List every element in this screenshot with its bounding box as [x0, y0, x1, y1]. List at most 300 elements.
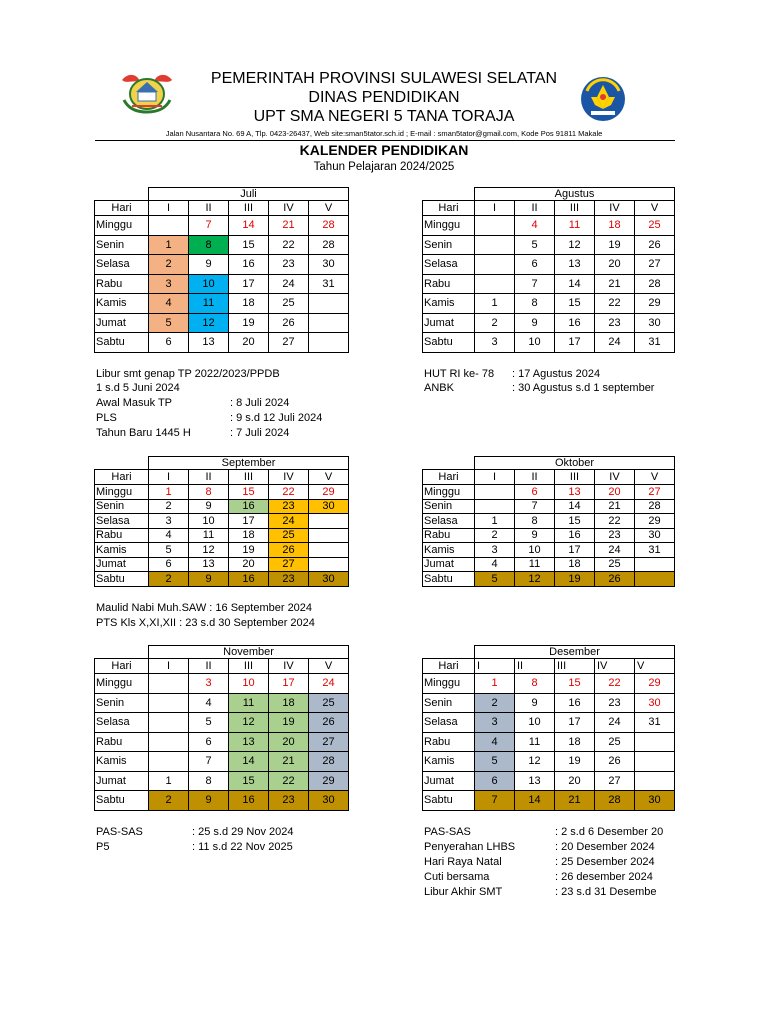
date-cell: 26: [269, 543, 309, 558]
week-label: III: [229, 659, 269, 674]
date-cell: 23: [269, 791, 309, 811]
date-cell: 22: [595, 674, 635, 694]
date-cell: 24: [269, 274, 309, 294]
date-cell: 10: [189, 514, 229, 529]
date-cell: 26: [269, 313, 309, 333]
date-cell: 29: [635, 674, 675, 694]
date-cell: 16: [555, 693, 595, 713]
date-cell: 15: [555, 514, 595, 529]
day-name: Jumat: [95, 771, 149, 791]
date-cell: 12: [515, 572, 555, 587]
date-cell: 20: [595, 485, 635, 500]
week-label: V: [309, 659, 349, 674]
week-label: IV: [269, 659, 309, 674]
week-label: II: [189, 659, 229, 674]
day-name: Jumat: [95, 557, 149, 572]
date-cell: 14: [229, 752, 269, 772]
date-cell: [635, 771, 675, 791]
day-name: Kamis: [423, 294, 475, 314]
date-cell: [475, 255, 515, 275]
date-cell: 15: [555, 294, 595, 314]
calendar-juli: [94, 187, 349, 353]
date-cell: 14: [555, 274, 595, 294]
month-title: Oktober: [475, 457, 675, 470]
date-cell: 14: [229, 216, 269, 236]
date-cell: [149, 693, 189, 713]
date-cell: 13: [229, 732, 269, 752]
date-cell: [635, 732, 675, 752]
date-cell: 8: [189, 771, 229, 791]
date-cell: 18: [555, 732, 595, 752]
week-label: V: [309, 201, 349, 216]
date-cell: [149, 713, 189, 733]
note-anbk-value: : 30 Agustus s.d 1 september: [512, 382, 655, 394]
week-label: IV: [269, 201, 309, 216]
date-cell: 28: [635, 499, 675, 514]
date-cell: 10: [515, 333, 555, 353]
month-title: November: [149, 646, 349, 659]
date-cell: [635, 752, 675, 772]
date-cell: 21: [269, 752, 309, 772]
date-cell: 18: [229, 528, 269, 543]
date-cell: 13: [189, 333, 229, 353]
day-name: Selasa: [95, 514, 149, 529]
day-name: Sabtu: [95, 333, 149, 353]
date-cell: 27: [309, 732, 349, 752]
note-natal-value: : 25 Desember 2024: [555, 856, 655, 868]
page-subtitle: Tahun Pelajaran 2024/2025: [313, 161, 455, 173]
note-anbk-label: ANBK: [424, 382, 454, 394]
date-cell: 4: [149, 528, 189, 543]
day-name: Minggu: [95, 674, 149, 694]
date-cell: 16: [229, 572, 269, 587]
date-cell: 16: [229, 255, 269, 275]
date-cell: 5: [475, 752, 515, 772]
date-cell: 10: [189, 274, 229, 294]
date-cell: 12: [189, 313, 229, 333]
day-name: Sabtu: [95, 572, 149, 587]
header-line-department: DINAS PENDIDIKAN: [308, 89, 460, 106]
date-cell: 8: [189, 485, 229, 500]
date-cell: 5: [189, 713, 229, 733]
date-cell: 12: [515, 752, 555, 772]
date-cell: 31: [635, 713, 675, 733]
date-cell: 27: [269, 333, 309, 353]
date-cell: 23: [269, 499, 309, 514]
date-cell: 20: [595, 255, 635, 275]
date-cell: 23: [595, 693, 635, 713]
date-cell: 3: [149, 514, 189, 529]
date-cell: 25: [309, 693, 349, 713]
note-awal-masuk-value: : 8 Juli 2024: [230, 397, 290, 409]
note-libur-akhir-label: Libur Akhir SMT: [424, 886, 503, 898]
calendar-oktober: [422, 456, 675, 587]
note-pas-sas-value: : 25 s.d 29 Nov 2024: [192, 826, 294, 838]
date-cell: 7: [515, 274, 555, 294]
date-cell: 5: [515, 235, 555, 255]
day-name: Rabu: [95, 732, 149, 752]
week-label: I: [149, 659, 189, 674]
date-cell: 31: [635, 333, 675, 353]
date-cell: 14: [515, 791, 555, 811]
hari-header: Hari: [95, 470, 149, 485]
calendar-september: [94, 456, 349, 587]
day-name: Rabu: [95, 528, 149, 543]
date-cell: 19: [595, 235, 635, 255]
date-cell: 15: [229, 771, 269, 791]
day-name: Minggu: [95, 216, 149, 236]
note-hut-ri-label: HUT RI ke- 78: [424, 368, 495, 380]
header-address: Jalan Nusantara No. 69 A, Tlp. 0423-26437, Web site:sman5tator.sch.id ; E-mail : sman5tator@gmail.com, Kode Pos 91811 Makale: [165, 129, 603, 138]
date-cell: 17: [269, 674, 309, 694]
day-name: Jumat: [423, 771, 475, 791]
day-name: Minggu: [95, 485, 149, 500]
week-label: III: [555, 470, 595, 485]
date-cell: 1: [149, 771, 189, 791]
day-name: Rabu: [95, 274, 149, 294]
day-name: Sabtu: [423, 572, 475, 587]
day-name: Selasa: [423, 255, 475, 275]
date-cell: 9: [515, 313, 555, 333]
date-cell: 3: [149, 274, 189, 294]
date-cell: 23: [595, 528, 635, 543]
note-p5-value: : 11 s.d 22 Nov 2025: [192, 841, 293, 853]
date-cell: 30: [309, 499, 349, 514]
note-libur-akhir-value: : 23 s.d 31 Desembe: [555, 886, 657, 898]
date-cell: 15: [229, 235, 269, 255]
note-natal-label: Hari Raya Natal: [424, 856, 502, 868]
date-cell: 9: [515, 693, 555, 713]
date-cell: 9: [189, 255, 229, 275]
date-cell: 21: [595, 499, 635, 514]
date-cell: 19: [269, 713, 309, 733]
date-cell: 13: [555, 485, 595, 500]
date-cell: 11: [189, 294, 229, 314]
date-cell: 29: [309, 771, 349, 791]
day-name: Kamis: [95, 543, 149, 558]
note-cuti-value: : 26 desember 2024: [555, 871, 653, 883]
date-cell: 22: [269, 771, 309, 791]
note-pas-sas-dec-label: PAS-SAS: [424, 826, 471, 838]
day-name: Senin: [95, 693, 149, 713]
date-cell: 16: [555, 528, 595, 543]
date-cell: [149, 752, 189, 772]
week-label: II: [515, 470, 555, 485]
date-cell: 22: [269, 485, 309, 500]
date-cell: 20: [229, 557, 269, 572]
date-cell: 2: [149, 791, 189, 811]
date-cell: 10: [515, 713, 555, 733]
date-cell: 30: [309, 572, 349, 587]
date-cell: 24: [269, 514, 309, 529]
date-cell: 24: [595, 543, 635, 558]
date-cell: [475, 235, 515, 255]
date-cell: 25: [595, 732, 635, 752]
date-cell: [309, 294, 349, 314]
note-pas-sas-label: PAS-SAS: [96, 826, 143, 838]
date-cell: 25: [269, 528, 309, 543]
date-cell: 17: [555, 713, 595, 733]
month-title: September: [149, 457, 349, 470]
calendar-desember: [422, 645, 675, 811]
header-line-school: UPT SMA NEGERI 5 TANA TORAJA: [253, 108, 515, 125]
date-cell: 2: [475, 528, 515, 543]
date-cell: [475, 499, 515, 514]
date-cell: 7: [515, 499, 555, 514]
date-cell: [309, 557, 349, 572]
date-cell: 17: [555, 543, 595, 558]
date-cell: 2: [149, 255, 189, 275]
date-cell: 25: [635, 216, 675, 236]
date-cell: 30: [635, 791, 675, 811]
date-cell: 20: [555, 771, 595, 791]
date-cell: 28: [635, 274, 675, 294]
date-cell: [309, 543, 349, 558]
date-cell: [309, 528, 349, 543]
date-cell: 4: [149, 294, 189, 314]
note-pls-label: PLS: [96, 412, 117, 424]
date-cell: 27: [269, 557, 309, 572]
day-name: Selasa: [95, 255, 149, 275]
day-name: Kamis: [95, 294, 149, 314]
note-hut-ri-value: : 17 Agustus 2024: [512, 368, 601, 380]
date-cell: 10: [515, 543, 555, 558]
date-cell: 10: [229, 674, 269, 694]
date-cell: 12: [555, 235, 595, 255]
week-label: II: [189, 470, 229, 485]
note-awal-masuk-label: Awal Masuk TP: [96, 397, 173, 409]
day-name: Selasa: [423, 514, 475, 529]
date-cell: 3: [475, 543, 515, 558]
date-cell: 7: [475, 791, 515, 811]
date-cell: 21: [555, 791, 595, 811]
date-cell: 24: [309, 674, 349, 694]
day-name: Jumat: [95, 313, 149, 333]
date-cell: 14: [555, 499, 595, 514]
date-cell: 18: [269, 693, 309, 713]
note-pls-value: : 9 s.d 12 Juli 2024: [230, 412, 323, 424]
date-cell: [149, 216, 189, 236]
day-name: Kamis: [423, 543, 475, 558]
date-cell: 13: [515, 771, 555, 791]
date-cell: 24: [595, 713, 635, 733]
date-cell: 5: [149, 543, 189, 558]
date-cell: 1: [475, 514, 515, 529]
date-cell: 5: [475, 572, 515, 587]
date-cell: 12: [229, 713, 269, 733]
date-cell: 23: [595, 313, 635, 333]
date-cell: 1: [475, 294, 515, 314]
week-label: IV: [595, 659, 635, 674]
week-label: II: [515, 201, 555, 216]
date-cell: [475, 274, 515, 294]
note-lhbs-label: Penyerahan LHBS: [424, 841, 516, 853]
header-divider: [95, 140, 675, 141]
date-cell: 2: [475, 313, 515, 333]
date-cell: 6: [149, 333, 189, 353]
date-cell: 16: [229, 499, 269, 514]
day-name: Rabu: [423, 274, 475, 294]
date-cell: 24: [595, 333, 635, 353]
date-cell: 2: [475, 693, 515, 713]
date-cell: 22: [595, 294, 635, 314]
week-label: IV: [269, 470, 309, 485]
week-label: III: [555, 659, 595, 674]
hari-header: Hari: [423, 659, 475, 674]
date-cell: 7: [189, 216, 229, 236]
week-label: I: [149, 470, 189, 485]
date-cell: 9: [515, 528, 555, 543]
date-cell: 21: [269, 216, 309, 236]
week-label: III: [229, 201, 269, 216]
date-cell: 25: [269, 294, 309, 314]
day-name: Minggu: [423, 485, 475, 500]
date-cell: 17: [555, 333, 595, 353]
week-label: V: [635, 470, 675, 485]
date-cell: 1: [149, 485, 189, 500]
date-cell: 29: [635, 294, 675, 314]
date-cell: 16: [555, 313, 595, 333]
date-cell: 4: [475, 732, 515, 752]
day-name: Sabtu: [423, 791, 475, 811]
date-cell: 22: [595, 514, 635, 529]
date-cell: 28: [595, 791, 635, 811]
date-cell: 8: [515, 514, 555, 529]
date-cell: 4: [475, 557, 515, 572]
date-cell: 18: [229, 294, 269, 314]
day-name: Kamis: [95, 752, 149, 772]
date-cell: 6: [149, 557, 189, 572]
date-cell: 18: [555, 557, 595, 572]
week-label: I: [149, 201, 189, 216]
date-cell: [309, 313, 349, 333]
date-cell: [149, 674, 189, 694]
day-name: Senin: [423, 693, 475, 713]
day-name: Senin: [423, 235, 475, 255]
date-cell: 30: [635, 528, 675, 543]
date-cell: 31: [635, 543, 675, 558]
note-lhbs-value: : 20 Desember 2024: [555, 841, 655, 853]
date-cell: 6: [515, 255, 555, 275]
date-cell: 30: [309, 791, 349, 811]
date-cell: 31: [309, 274, 349, 294]
note-pas-sas-dec-value: : 2 s.d 6 Desember 20: [555, 826, 664, 838]
note-pts: PTS Kls X,XI,XII : 23 s.d 30 September 2024: [96, 617, 315, 629]
date-cell: 13: [189, 557, 229, 572]
week-label: V: [635, 659, 675, 674]
date-cell: 17: [229, 274, 269, 294]
date-cell: 15: [555, 674, 595, 694]
week-label: V: [309, 470, 349, 485]
hari-header: Hari: [95, 201, 149, 216]
date-cell: 3: [475, 333, 515, 353]
date-cell: 19: [555, 752, 595, 772]
date-cell: 22: [269, 235, 309, 255]
day-name: Jumat: [423, 557, 475, 572]
note-maulid: Maulid Nabi Muh.SAW : 16 September 2024: [96, 602, 313, 614]
date-cell: 26: [595, 572, 635, 587]
date-cell: 13: [555, 255, 595, 275]
date-cell: [635, 572, 675, 587]
date-cell: 7: [189, 752, 229, 772]
date-cell: 9: [189, 499, 229, 514]
week-label: II: [515, 659, 555, 674]
date-cell: 11: [229, 693, 269, 713]
week-label: V: [635, 201, 675, 216]
date-cell: 23: [269, 255, 309, 275]
day-name: Jumat: [423, 313, 475, 333]
date-cell: [309, 514, 349, 529]
date-cell: 26: [309, 713, 349, 733]
date-cell: 3: [189, 674, 229, 694]
day-name: Rabu: [423, 528, 475, 543]
date-cell: [475, 216, 515, 236]
date-cell: 28: [309, 752, 349, 772]
date-cell: 30: [635, 313, 675, 333]
date-cell: 9: [189, 791, 229, 811]
hari-header: Hari: [423, 470, 475, 485]
month-title: Desember: [475, 646, 675, 659]
date-cell: 6: [515, 485, 555, 500]
week-label: IV: [595, 470, 635, 485]
date-cell: 6: [475, 771, 515, 791]
date-cell: 17: [229, 514, 269, 529]
date-cell: 20: [269, 732, 309, 752]
hari-header: Hari: [95, 659, 149, 674]
date-cell: 19: [229, 543, 269, 558]
note-p5-label: P5: [96, 841, 110, 853]
week-label: I: [475, 659, 515, 674]
date-cell: 11: [515, 732, 555, 752]
week-label: I: [475, 201, 515, 216]
date-cell: 23: [269, 572, 309, 587]
date-cell: 4: [189, 693, 229, 713]
date-cell: 12: [189, 543, 229, 558]
date-cell: 19: [229, 313, 269, 333]
date-cell: 29: [309, 485, 349, 500]
date-cell: 11: [189, 528, 229, 543]
date-cell: 16: [229, 791, 269, 811]
week-label: II: [189, 201, 229, 216]
calendar-agustus: [422, 187, 675, 353]
date-cell: [149, 732, 189, 752]
date-cell: 8: [515, 294, 555, 314]
date-cell: [309, 333, 349, 353]
date-cell: 27: [595, 771, 635, 791]
month-title: Agustus: [475, 188, 675, 201]
date-cell: [475, 485, 515, 500]
date-cell: 3: [475, 713, 515, 733]
day-name: Senin: [95, 499, 149, 514]
day-name: Kamis: [423, 752, 475, 772]
note-libur-genap: Libur smt genap TP 2022/2023/PPDB: [96, 368, 280, 380]
date-cell: 1: [475, 674, 515, 694]
date-cell: 27: [635, 255, 675, 275]
note-libur-genap-dates: 1 s.d 5 Juni 2024: [96, 382, 180, 394]
header-line-province: PEMERINTAH PROVINSI SULAWESI SELATAN: [210, 70, 558, 87]
date-cell: 4: [515, 216, 555, 236]
date-cell: 2: [149, 572, 189, 587]
date-cell: 21: [595, 274, 635, 294]
day-name: Selasa: [95, 713, 149, 733]
day-name: Rabu: [423, 732, 475, 752]
date-cell: [635, 557, 675, 572]
week-label: III: [555, 201, 595, 216]
day-name: Senin: [423, 499, 475, 514]
day-name: Minggu: [423, 216, 475, 236]
date-cell: 18: [595, 216, 635, 236]
day-name: Sabtu: [95, 791, 149, 811]
